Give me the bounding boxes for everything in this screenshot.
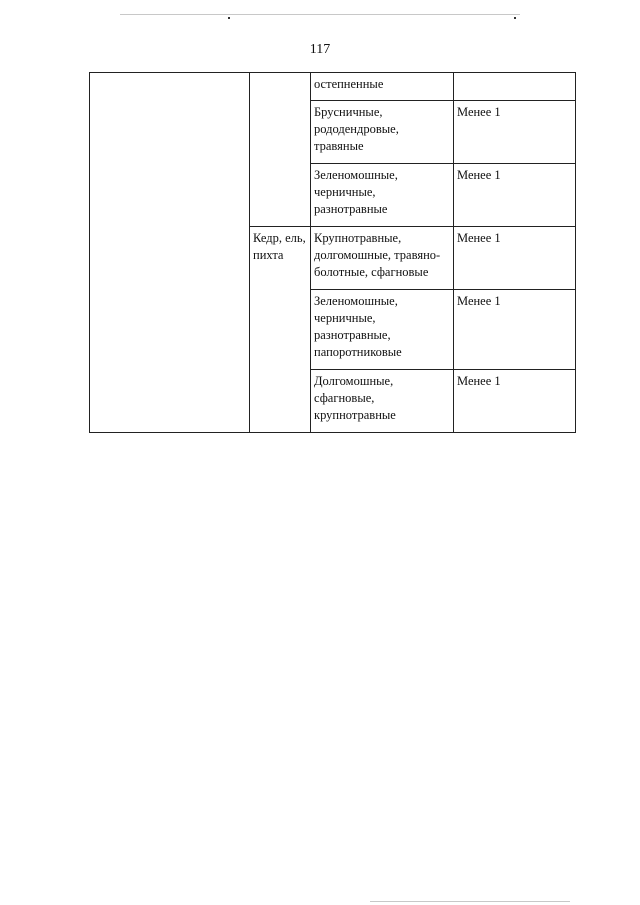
forest-type-table — [89, 72, 576, 433]
page-number: 117 — [309, 42, 331, 57]
scan-artifact-bottom-line — [370, 901, 570, 902]
forest-type-cell: Брусничные, рододендровые, травяные — [311, 101, 454, 164]
scan-artifact-dot — [514, 17, 516, 19]
species-group-cell: Кедр, ель, пихта — [250, 227, 311, 433]
forest-type-cell: Зеленомошные, черничные, разнотравные, папоротниковые — [311, 290, 454, 370]
value-cell — [454, 73, 576, 101]
value-cell: Менее 1 — [454, 101, 576, 164]
forest-type-cell: Крупнотравные, долгомошные, травяно-болотные, сфагновые — [311, 227, 454, 290]
forest-type-cell: Зеленомошные, черничные, разнотравные — [311, 164, 454, 227]
value-cell: Менее 1 — [454, 227, 576, 290]
scan-artifact-dot — [228, 17, 230, 19]
value-cell: Менее 1 — [454, 370, 576, 433]
table-row — [90, 73, 576, 101]
scan-artifact-top-line — [120, 14, 520, 15]
forest-type-cell: Долгомошные, сфагновые, крупнотравные — [311, 370, 454, 433]
forest-type-cell: остепненные — [311, 73, 454, 101]
empty-species-cell — [250, 73, 311, 227]
empty-category-cell — [90, 73, 250, 433]
value-cell: Менее 1 — [454, 290, 576, 370]
value-cell: Менее 1 — [454, 164, 576, 227]
